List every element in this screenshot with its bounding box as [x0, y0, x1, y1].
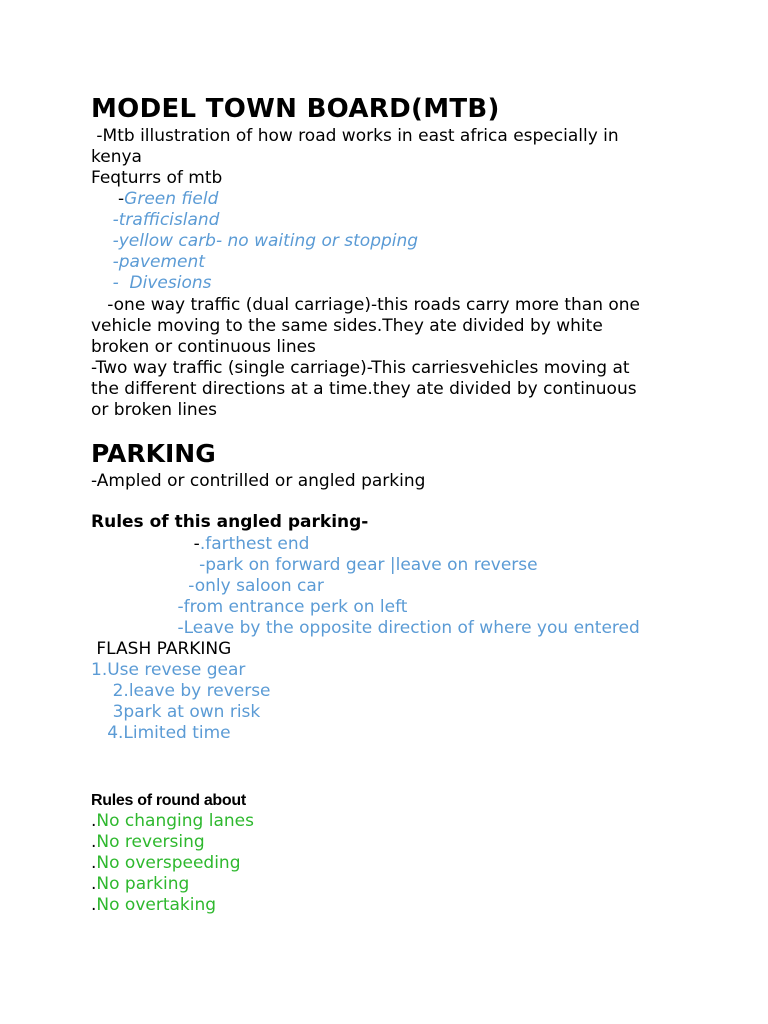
two-way-line: or broken lines [91, 400, 218, 420]
parking-rule: -only saloon car [91, 576, 324, 596]
flash-parking-heading: FLASH PARKING [91, 639, 232, 659]
feature-item-text: Green field [124, 189, 219, 209]
roundabout-rule [91, 853, 240, 874]
rule-bullet: . [91, 895, 97, 915]
flash-parking-item: 2.leave by reverse [91, 681, 271, 701]
feature-item-prefix: - [91, 189, 125, 209]
parking-rule: -from entrance perk on left [91, 597, 408, 617]
flash-parking-item: 3park at own risk [91, 702, 261, 722]
features-heading: Feqturrs of mtb [91, 168, 223, 188]
parking-rule-text: .farthest end [199, 534, 310, 554]
one-way-line: vehicle moving to the same sides.They ate divided by white [91, 316, 603, 336]
feature-item: -trafficisland [91, 210, 220, 230]
rule-text: No changing lanes [96, 811, 254, 831]
rule-bullet: . [91, 853, 97, 873]
intro-line-1: -Mtb illustration of how road works in east africa especially in [91, 126, 619, 146]
document-title: MODEL TOWN BOARD(MTB) [91, 94, 500, 124]
flash-parking-item: 4.Limited time [91, 723, 231, 743]
roundabout-rule [91, 895, 216, 916]
two-way-line: the different directions at a time.they ate divided by continuous [91, 379, 637, 399]
parking-subtitle: -Ampled or contrilled or angled parking [91, 471, 426, 491]
parking-rule [91, 534, 309, 555]
roundabout-rule [91, 811, 254, 832]
flash-parking-item: 1.Use revese gear [91, 660, 246, 680]
roundabout-rule [91, 832, 205, 853]
rule-bullet: . [91, 832, 97, 852]
two-way-line: -Two way traffic (single carriage)-This carriesvehicles moving at [91, 358, 630, 378]
angled-parking-rules-heading: Rules of this angled parking- [91, 512, 369, 532]
rule-text: No overtaking [96, 895, 217, 915]
feature-item [91, 189, 218, 210]
feature-item: -pavement [91, 252, 205, 272]
feature-item: -yellow carb- no waiting or stopping [91, 231, 419, 251]
feature-item: - Divesions [91, 273, 212, 293]
roundabout-rules-heading: Rules of round about [91, 792, 246, 809]
intro-line-2: kenya [91, 147, 142, 167]
parking-rule-prefix: - [91, 534, 200, 554]
one-way-line: broken or continuous lines [91, 337, 316, 357]
parking-rule: -Leave by the opposite direction of where you entered [91, 618, 640, 638]
roundabout-rule [91, 874, 189, 895]
rule-text: No parking [96, 874, 190, 894]
rule-bullet: . [91, 874, 97, 894]
rule-text: No reversing [96, 832, 205, 852]
one-way-line: -one way traffic (dual carriage)-this roads carry more than one [91, 295, 641, 315]
rule-text: No overspeeding [96, 853, 241, 873]
parking-rule: -park on forward gear |leave on reverse [91, 555, 538, 575]
rule-bullet: . [91, 811, 97, 831]
parking-heading: PARKING [91, 439, 216, 468]
